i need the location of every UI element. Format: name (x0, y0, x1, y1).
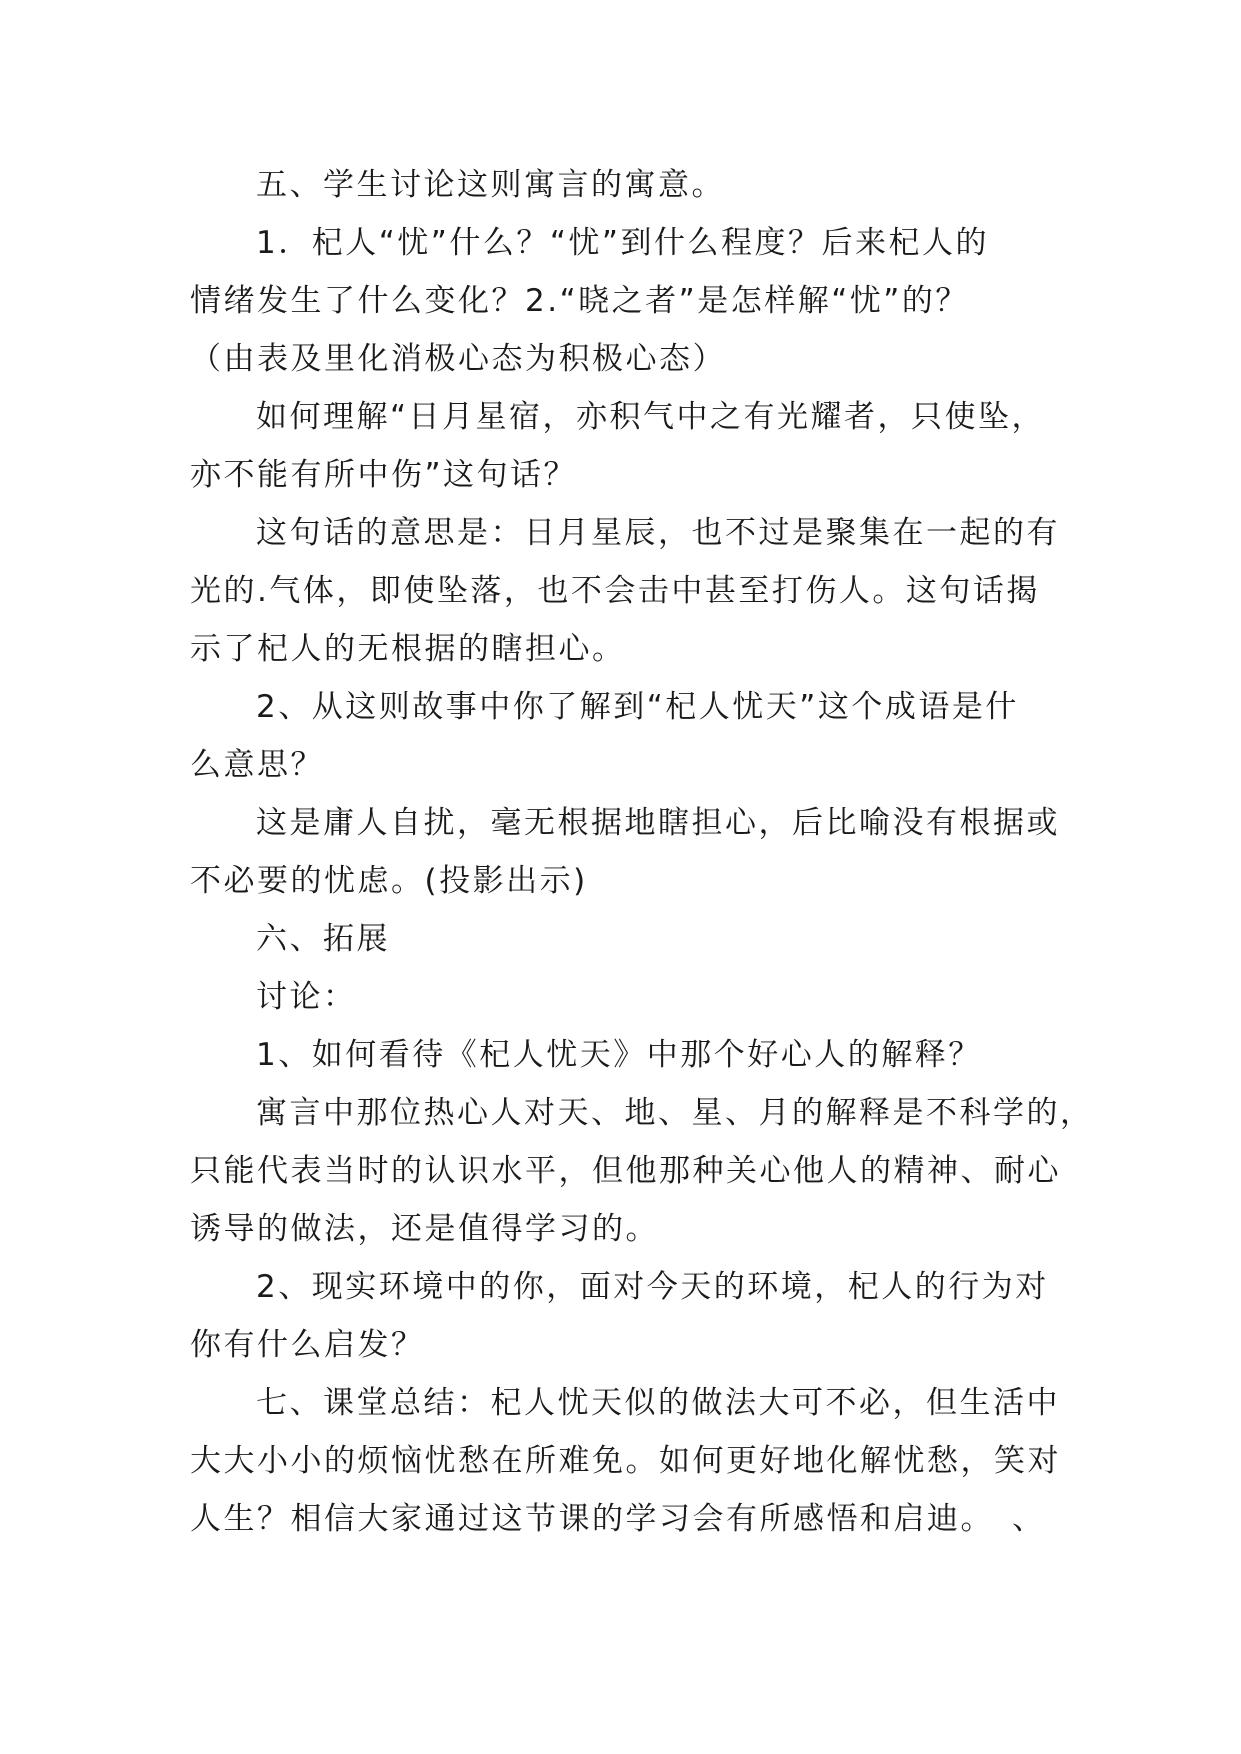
paragraph-line: 1．杞人“忧”什么？“忧”到什么程度？后来杞人的 (256, 225, 989, 261)
paragraph-line: 这句话的意思是：日月星辰，也不过是聚集在一起的有 (256, 515, 1060, 551)
paragraph-line: 光的.气体，即使坠落，也不会击中甚至打伤人。这句话揭 (190, 573, 1040, 609)
paragraph-line: （由表及里化消极心态为积极心态） (190, 341, 726, 377)
paragraph-line: 讨论： (256, 979, 357, 1015)
section-heading-6: 六、拓展 (256, 921, 390, 957)
section-heading-7: 七、课堂总结：杞人忧天似的做法大可不必，但生活中 (256, 1385, 1060, 1421)
paragraph-line: 示了杞人的无根据的瞎担心。 (190, 631, 626, 667)
paragraph-line: 不必要的忧虑。(投影出示) (190, 863, 588, 899)
paragraph-line: 这是庸人自扰，毫无根据地瞎担心，后比喻没有根据或 (256, 805, 1060, 841)
section-heading-5: 五、学生讨论这则寓言的寓意。 (256, 167, 725, 203)
paragraph-line: 人生？相信大家通过这节课的学习会有所感悟和启迪。 、 (190, 1501, 1046, 1537)
paragraph-line: 诱导的做法，还是值得学习的。 (190, 1211, 659, 1247)
paragraph-line: 亦不能有所中伤”这句话？ (190, 457, 578, 493)
paragraph-line: 你有什么启发？ (190, 1327, 425, 1363)
paragraph-line: 只能代表当时的认识水平，但他那种关心他人的精神、耐心 (190, 1153, 1061, 1189)
paragraph-line: 1、如何看待《杞人忧天》中那个好心人的解释？ (256, 1037, 982, 1073)
paragraph-line: 2、现实环境中的你，面对今天的环境，杞人的行为对 (256, 1269, 1049, 1305)
paragraph-line: 大大小小的烦恼忧愁在所难免。如何更好地化解忧愁，笑对 (190, 1443, 1061, 1479)
paragraph-line: 2、从这则故事中你了解到“杞人忧天”这个成语是什 (256, 689, 1019, 725)
paragraph-line: 么意思？ (190, 747, 324, 783)
paragraph-line: 情绪发生了什么变化？2.“晓之者”是怎样解“忧”的？ (190, 283, 969, 319)
paragraph-line: 如何理解“日月星宿，亦积气中之有光耀者，只使坠， (256, 399, 1046, 435)
paragraph-line: 寓言中那位热心人对天、地、星、月的解释是不科学的， (256, 1095, 1094, 1131)
